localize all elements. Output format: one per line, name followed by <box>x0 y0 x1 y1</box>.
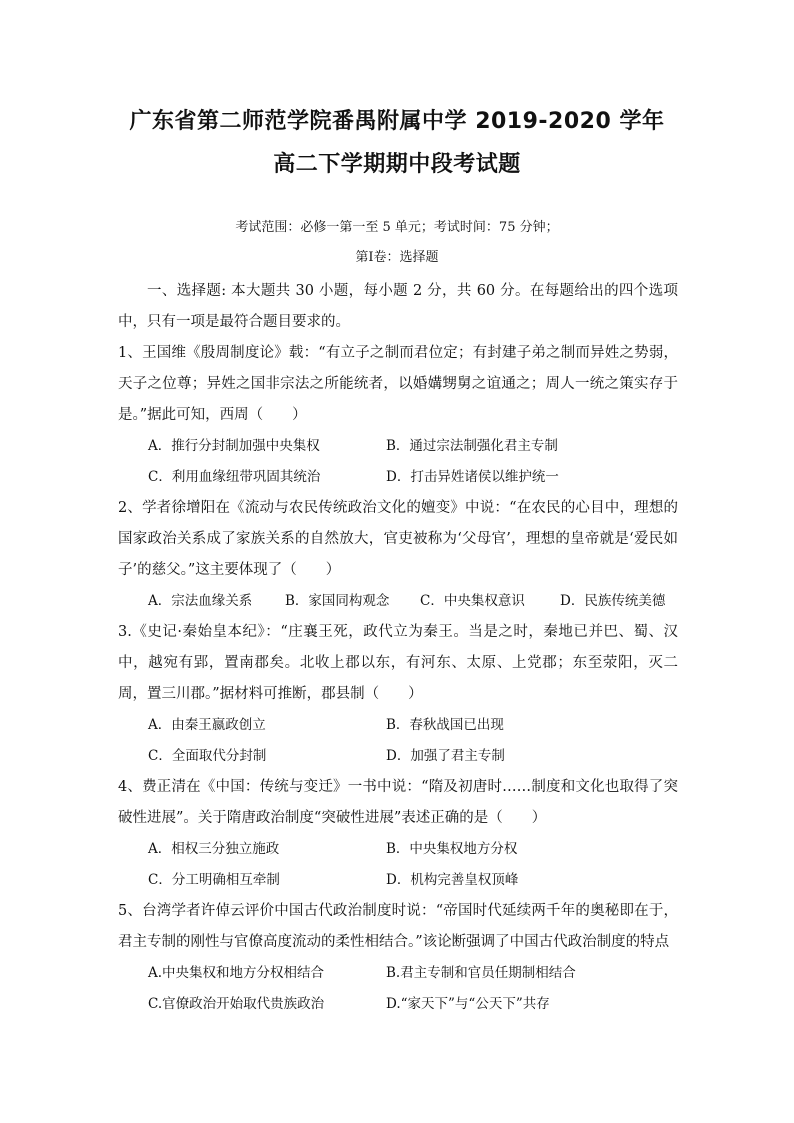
option-b: B．通过宗法制强化君主专制 <box>386 438 558 454</box>
option-a: A．由秦王嬴政创立 <box>148 717 266 733</box>
option-d: D．加强了君主专制 <box>386 748 505 764</box>
exam-scope: 考试范围：必修一第一至 5 单元；考试时间：75 分钟； <box>235 220 559 235</box>
option-a: A．宗法血缘关系 <box>148 593 253 609</box>
question-2-stem: 2、学者徐增阳在《流动与农民传统政治文化的嬗变》中说：“在农民的心目中，理想的国家政治关系成了家族关系的自然放大，官吏被称为‘父母官’，理想的皇帝就是‘爱民如子’的慈父。”这主要体现了（ ） <box>118 500 678 578</box>
exam-title-line1: 广东省第二师范学院番禺附属中学 2019-2020 学年 <box>129 109 665 134</box>
option-a: A．相权三分独立施政 <box>148 841 280 857</box>
option-c: C．中央集权意识 <box>420 593 525 609</box>
option-d: D．打击异姓诸侯以维护统一 <box>386 469 559 485</box>
option-b: B．中央集权地方分权 <box>386 841 518 857</box>
question-5-options <box>148 958 688 1020</box>
option-c: C．全面取代分封制 <box>148 748 267 764</box>
option-c: C．分工明确相互牵制 <box>148 872 280 888</box>
question-3-stem: 3.《史记·秦始皇本纪》：“庄襄王死，政代立为秦王。当是之时，秦地已并巴、蜀、汉中，越宛有郢，置南郡矣。北收上郡以东，有河东、太原、上党郡；东至荥阳，灭二周，置三川郡。”据材料可推断，郡县制（ ） <box>118 624 678 702</box>
question-2-options <box>148 586 688 617</box>
option-d: D．民族传统美德 <box>560 593 666 609</box>
section-heading: 第Ⅰ卷：选择题 <box>355 250 439 265</box>
option-b: B.君主专制和官员任期制相结合 <box>386 965 576 981</box>
option-a: A．推行分封制加强中央集权 <box>148 438 320 454</box>
option-c: C.官僚政治开始取代贵族政治 <box>148 996 325 1012</box>
option-d: D.“家天下”与“公天下”共存 <box>386 996 550 1012</box>
option-b: B．家国同构观念 <box>285 593 390 609</box>
question-1-options <box>148 431 688 493</box>
exam-title-line2: 高二下学期期中段考试题 <box>273 152 521 177</box>
question-1-stem: 1、王国维《殷周制度论》载：“有立子之制而君位定；有封建子弟之制而异姓之势弱，天子之位尊；异姓之国非宗法之所能统者，以婚媾甥舅之谊通之；周人一统之策实存于是。”据此可知，西周（ ） <box>118 345 678 423</box>
instructions: 一、选择题: 本大题共 30 小题，每小题 2 分，共 60 分。在每题给出的四个选项中，只有一项是最符合题目要求的。 <box>118 283 678 330</box>
option-d: D．机构完善皇权顶峰 <box>386 872 519 888</box>
question-3-options <box>148 710 688 772</box>
option-c: C．利用血缘纽带巩固其统治 <box>148 469 321 485</box>
question-5-stem: 5、台湾学者许倬云评价中国古代政治制度时说：“帝国时代延续两千年的奥秘即在于，君主专制的刚性与官僚高度流动的柔性相结合。”该论断强调了中国古代政治制度的特点 <box>118 903 678 950</box>
question-4-stem: 4、费正清在《中国：传统与变迁》一书中说：“隋及初唐时……制度和文化也取得了突破性进展”。关于隋唐政治制度“突破性进展”表述正确的是（ ） <box>118 779 678 826</box>
question-4-options <box>148 834 688 896</box>
option-a: A.中央集权和地方分权相结合 <box>148 965 325 981</box>
option-b: B．春秋战国已出现 <box>386 717 504 733</box>
